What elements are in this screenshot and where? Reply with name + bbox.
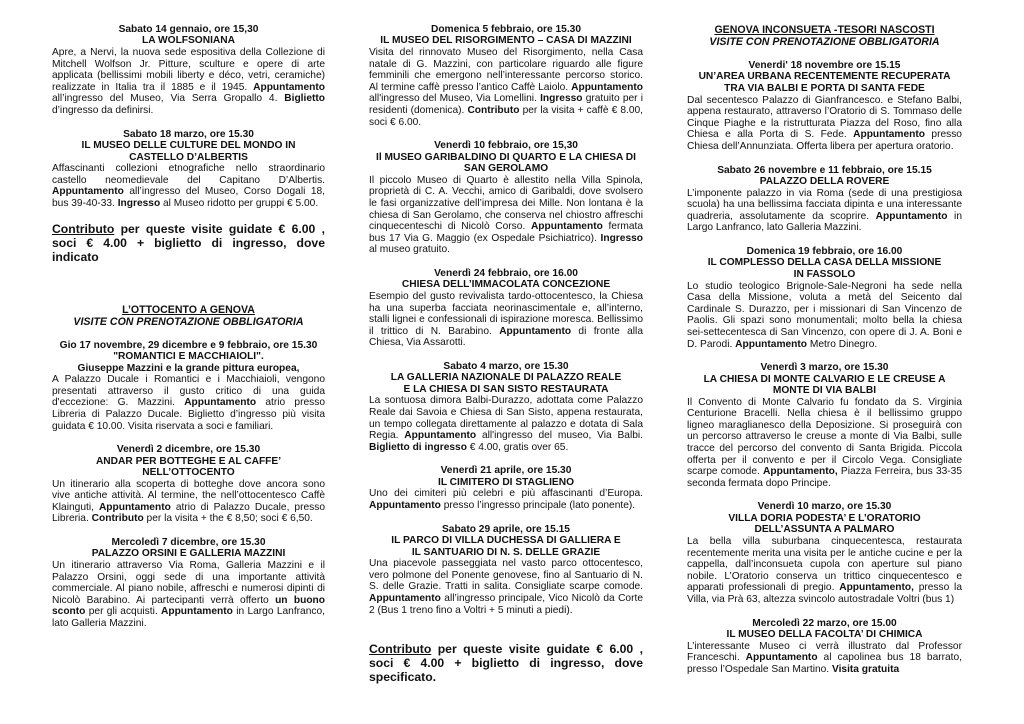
text-segment: Apre, a Nervi, la nuova sede espositiva della Collezione di Mitchell Wolfson Jr. Pitture, sculture e opere di arte applicata (bellissimi mobili liberty e déco, vetri, ceramiche) realizzate in Italia tra il 1885 e il 1945. bbox=[52, 47, 325, 93]
event-description bbox=[687, 95, 962, 153]
bold-segment: Appuntamento, bbox=[763, 466, 838, 478]
text-segment: al capolinea bus 18 barrato, presso l’Ospedale San Martino. bbox=[687, 652, 963, 675]
text-segment: atrio presso Libreria di Palazzo Ducale. Biglietto d’ingresso più visita guidata € 10.00. Visita riservata a soci e familiari. bbox=[52, 397, 325, 432]
bold-segment: Appuntamento bbox=[52, 186, 124, 198]
event-title-line2: IN FASSOLO bbox=[793, 268, 856, 280]
section-subtitle: VISITE CON PRENOTAZIONE OBBLIGATORIA bbox=[709, 36, 940, 48]
text-segment: Una piacevole passeggiata nel vasto parco ottocentesco, vero polmone del Ponente genovese, fino al Santuario di N. S. delle Grazie. Tratti in salita. Consigliate scarpe comode. bbox=[369, 558, 643, 593]
event-title-line2: MONTE DI VIA BALBI bbox=[772, 385, 877, 397]
bold-segment: Appuntamento bbox=[499, 325, 572, 337]
event-description bbox=[369, 395, 643, 453]
event-description bbox=[369, 175, 643, 256]
text-segment: La sontuosa dimora Balbi-Durazzo, adottata come Palazzo Reale dai Savoia e Chiesa di San Sisto, appena restaurata, un tempo collegata direttamente al palazzo e dotata di Sala Regia. bbox=[369, 395, 643, 442]
text-segment: Esempio del gusto revivalista tardo-ottocentesco, la Chiesa ha una superba facciata neorinascimentale e, all’interno, stalli lignei e confessionali di ispirazione moresca. Bellissimo il trittico di N. Barabino. bbox=[369, 290, 643, 337]
event-palazzo-reale bbox=[369, 361, 643, 454]
event-description bbox=[369, 47, 643, 128]
event-botteghe bbox=[52, 444, 325, 525]
bold-segment: Appuntamento bbox=[98, 501, 171, 513]
text-segment: Affascinanti collezioni etnografiche nello straordinario castello neomedievale del Capitano D’Albertis. bbox=[52, 163, 325, 186]
event-title-line2: SAN GEROLAMO bbox=[463, 163, 549, 175]
event-description bbox=[369, 558, 643, 616]
event-description bbox=[52, 47, 325, 117]
event-description bbox=[52, 163, 325, 209]
contribution-note bbox=[52, 222, 325, 264]
bold-segment: Biglietto bbox=[284, 93, 325, 105]
event-description bbox=[369, 488, 643, 511]
text-segment: all’ingresso del Museo, Via Serra Gropallo 4. bbox=[52, 93, 285, 105]
text-segment: per gli acquisti. bbox=[85, 606, 161, 618]
event-date: Gio 17 novembre, 29 dicembre e 9 febbraio, ore 15.30 bbox=[59, 339, 318, 351]
text-segment: all'ingresso del Museo, Via Lomellini. bbox=[369, 93, 541, 105]
column-left bbox=[52, 24, 325, 642]
section-title: GENOVA INCONSUETA -TESORI NASCOSTI bbox=[714, 24, 935, 36]
event-description bbox=[369, 291, 643, 349]
event-title-line2: CASTELLO D’ALBERTIS bbox=[129, 151, 248, 163]
event-title-line1: IL COMPLESSO DELLA CASA DELLA MISSIONE bbox=[707, 257, 942, 269]
event-museo-risorgimento bbox=[369, 24, 643, 128]
bold-segment: Appuntamento bbox=[184, 397, 257, 409]
text-segment: Piazza Ferreira, bus 33-35 seconda fermata dopo Principe. bbox=[687, 466, 962, 489]
event-title: IL MUSEO DEL RISORGIMENTO – CASA DI MAZZINI bbox=[380, 35, 632, 47]
event-date: Sabato 14 gennaio, ore 15,30 bbox=[118, 24, 259, 35]
text-segment: Lo studio teologico Brignole-Sale-Negroni ha sede nella Casa della Missione, voluta a metà del Seicento dal Cardinale S. Durazzo, per i missionari di San Vincenzo de Paolis. Gli spazi sono monumentali; molto bella la chiesa sei-settecentesca di San Vincenzo, con opere di J. A. Boni e D. Parodi. bbox=[687, 280, 962, 350]
event-date: Mercoledì 22 marzo, ore 15.00 bbox=[752, 617, 897, 629]
event-title: LA WOLFSONIANA bbox=[142, 35, 235, 47]
text-segment: al museo gratuito. bbox=[369, 244, 450, 256]
bold-segment: Appuntamento, bbox=[839, 582, 914, 594]
event-date: Sabato 26 novembre e 11 febbraio, ore 15.15 bbox=[717, 164, 932, 176]
text-segment: d’ingresso da definirsi. bbox=[52, 104, 154, 116]
event-casa-missione bbox=[687, 246, 962, 350]
text-segment: La bella villa suburbana cinquecentesca, restaurata recentemente merita una visita per le antiche cucine e per la cappella, dall’inconsueta cupola con aperture sul piano nobile. L’Oratorio conserva un trittico cinquecentesco e apparati professionali di pregio. bbox=[687, 536, 962, 594]
bold-segment: Ingresso bbox=[117, 197, 161, 209]
event-palazzo-orsini bbox=[52, 537, 325, 630]
text-segment: all'ingresso del museo, Via Balbi. bbox=[476, 430, 643, 442]
bold-segment: Appuntamento bbox=[253, 81, 325, 93]
contribution-label: Contributo bbox=[369, 642, 432, 657]
text-segment: presso Chiesa dell’Annunziata. Offerta libera per apertura oratorio. bbox=[687, 129, 962, 152]
bold-segment: Appuntamento bbox=[745, 652, 818, 664]
event-title-line1: UN’AREA URBANA RECENTEMENTE RECUPERATA bbox=[698, 71, 951, 83]
event-date: Venerdì 2 dicembre, ore 15.30 bbox=[116, 444, 261, 456]
event-title-line2: TRA VIA BALBI E PORTA DI SANTA FEDE bbox=[724, 83, 925, 94]
contribution-text: per queste visite guidate € 6.00 , soci € 4.00 + biglietto di ingresso, dove specificato. bbox=[369, 642, 643, 685]
event-villa-duchessa bbox=[369, 524, 643, 617]
text-segment: gratuito per i residenti (domenica). bbox=[369, 93, 643, 116]
event-title-line1: VILLA DORIA PODESTA’ E L’ORATORIO bbox=[728, 512, 921, 524]
event-title: IL MUSEO DELLA FACOLTA’ DI CHIMICA bbox=[726, 629, 923, 640]
contribution-label: Contributo bbox=[52, 221, 115, 236]
event-via-balbi bbox=[687, 60, 962, 153]
event-title-line2: NELL’OTTOCENTO bbox=[142, 467, 235, 479]
text-segment: all’ingresso principale, Vico Nicolò da Corte 2 (Bus 1 treno fino a Voltri + 5 minuti a piedi). bbox=[369, 593, 643, 616]
event-palazzo-rovere bbox=[687, 165, 962, 234]
text-segment: Un itinerario attraverso Via Roma, Galleria Mazzini e il Palazzo Orsini, oggi sede di una importante attività commerciale. Al piano nobile, affreschi e numerosi dipinti di Nicolò Barabino. Ai partecipanti verrà offerto bbox=[52, 560, 325, 606]
bold-segment: Appuntamento bbox=[161, 606, 233, 618]
text-segment: in Largo Lanfranco, lato Galleria Mazzini. bbox=[687, 210, 962, 234]
text-segment: presso l’ingresso principale (lato ponente). bbox=[440, 500, 636, 512]
event-date: Venerdì 10 marzo, ore 15.30 bbox=[757, 501, 892, 513]
bold-segment: Contributo bbox=[467, 104, 520, 116]
event-title: IL CIMITERO DI STAGLIENO bbox=[437, 476, 575, 488]
column-right bbox=[687, 24, 962, 687]
event-monte-calvario bbox=[687, 362, 962, 489]
text-segment: presso la Villa, via Prà 63, altezza svincolo autostradale Voltri (bus 1) bbox=[687, 582, 962, 605]
event-title-line1: "ROMANTICI E MACCHIAIOLI". bbox=[113, 350, 264, 362]
event-date: Domenica 19 febbraio, ore 16.00 bbox=[746, 245, 903, 257]
column-middle bbox=[369, 24, 643, 684]
event-title-line1: IL MUSEO DELLE CULTURE DEL MONDO IN bbox=[81, 139, 296, 151]
event-date: Sabato 18 marzo, ore 15.30 bbox=[123, 128, 254, 140]
event-description bbox=[687, 188, 962, 234]
text-segment: Un itinerario alla scoperta di botteghe dove ancora sono vive antiche attività. Al termine, the nell’ottocentesco Caffè Klainguti, bbox=[52, 478, 325, 513]
text-segment: Dal secentesco Palazzo di Gianfrancesco. e Stefano Balbi, appena restaurato, attraverso l’Oratorio di S. Tommaso delle Cinque Piaghe e la ristrutturata Piazza del Roso, fino alla Chiesa e alla Porta di S. Fede. bbox=[687, 94, 962, 141]
event-description bbox=[687, 641, 962, 676]
event-title-line1: LA CHIESA DI MONTE CALVARIO E LE CREUSE A bbox=[703, 373, 946, 385]
text-segment: Visita del rinnovato Museo del Risorgimento, nella Casa natale di G. Mazzini, con particolare riguardo alle figure femminili che emergono nell’interessante percorso storico. Al termine caffè presso l’antico Caffè Laiolo. bbox=[369, 47, 643, 93]
bold-segment: Appuntamento bbox=[369, 593, 441, 604]
event-villa-doria bbox=[687, 501, 962, 605]
event-immacolata bbox=[369, 268, 643, 349]
bold-segment: Ingresso bbox=[600, 232, 643, 244]
event-title-line1: Il MUSEO GARIBALDINO DI QUARTO E LA CHIESA DI bbox=[376, 151, 636, 163]
text-segment: Uno dei cimiteri più celebri e più affascinanti d’Europa. bbox=[369, 488, 643, 500]
event-description bbox=[687, 397, 962, 490]
bold-segment: Appuntamento bbox=[735, 338, 808, 350]
event-title-line2: Giuseppe Mazzini e la grande pittura europea, bbox=[77, 362, 300, 374]
event-castello-albertis bbox=[52, 129, 325, 210]
text-segment: atrio di Palazzo Ducale, presso Libreria. bbox=[52, 501, 325, 525]
event-description bbox=[52, 479, 325, 525]
event-date: Mercoledì 7 dicembre, ore 15.30 bbox=[111, 537, 266, 549]
event-title-line1: ANDAR PER BOTTEGHE E AL CAFFE’ bbox=[95, 455, 282, 467]
event-date: Venerdì 10 febbraio, ore 15,30 bbox=[434, 140, 578, 152]
bold-segment: un buono sconto bbox=[52, 594, 325, 618]
bold-segment: Appuntamento bbox=[875, 210, 948, 222]
section-subtitle: VISITE CON PRENOTAZIONE OBBLIGATORIA bbox=[73, 315, 304, 328]
bold-segment: Visita gratuita bbox=[831, 663, 900, 675]
contribution-text: per queste visite guidate € 6.00 , soci € 4.00 + biglietto di ingresso, dove indicato bbox=[52, 221, 325, 264]
bold-segment: Appuntamento bbox=[853, 129, 925, 141]
bold-segment: Appuntamento bbox=[369, 500, 441, 512]
event-title-line1: IL PARCO DI VILLA DUCHESSA DI GALLIERA E bbox=[391, 535, 621, 547]
event-romantici bbox=[52, 340, 325, 433]
section-title: L’OTTOCENTO A GENOVA bbox=[122, 303, 255, 316]
text-segment: per la visita + the € 8,50; soci € 6,50. bbox=[143, 513, 313, 525]
event-title-line2: DELL’ASSUNTA A PALMARO bbox=[754, 524, 895, 536]
event-museo-chimica bbox=[687, 618, 962, 676]
text-segment: in Largo Lanfranco, lato Galleria Mazzini. bbox=[52, 606, 325, 630]
bold-segment: Biglietto di ingresso bbox=[369, 441, 467, 453]
event-date: Domenica 5 febbraio, ore 15.30 bbox=[430, 24, 582, 35]
bold-segment: Contributo bbox=[91, 513, 144, 525]
bold-segment: Appuntamento bbox=[530, 221, 603, 233]
bold-segment: Ingresso bbox=[540, 93, 583, 105]
event-date: Sabato 29 aprile, ore 15.15 bbox=[442, 523, 570, 535]
event-date: Venerdì 3 marzo, ore 15.30 bbox=[760, 362, 889, 374]
event-title-line2: IL SANTUARIO DI N. S. DELLE GRAZIE bbox=[411, 546, 601, 558]
text-segment: di fronte alla Chiesa, Via Assarotti. bbox=[369, 325, 643, 349]
text-segment: all’ingresso del Museo, Corso Dogali 18, bus 39-40-33. bbox=[52, 186, 325, 209]
event-title-line2: E LA CHIESA DI SAN SISTO RESTAURATA bbox=[403, 383, 609, 395]
event-date: Venerdì 24 febbraio, ore 16.00 bbox=[434, 267, 578, 279]
event-date: Sabato 4 marzo, ore 15.30 bbox=[443, 360, 569, 372]
event-date: Venerdi' 18 novembre ore 15.15 bbox=[748, 60, 901, 71]
text-segment: fermata bus 17 Via G. Maggio (ex Ospedale Psichiatrico). bbox=[369, 221, 644, 244]
event-title: PALAZZO DELLA ROVERE bbox=[759, 175, 890, 187]
event-description bbox=[687, 536, 962, 606]
contribution-note bbox=[369, 642, 643, 684]
text-segment: A Palazzo Ducale i Romantici e i Macchiaioli, vengono presentati attraverso il gusto critico di una guida d'eccezione: G. Mazzini. bbox=[52, 374, 325, 409]
text-segment: Metro Dinegro. bbox=[807, 338, 878, 350]
event-title: PALAZZO ORSINI E GALLERIA MAZZINI bbox=[91, 548, 286, 560]
bold-segment: Appuntamento bbox=[404, 430, 477, 442]
text-segment: al Museo ridotto per gruppi € 5.00. bbox=[160, 197, 319, 209]
event-description bbox=[52, 560, 325, 630]
text-segment: Il Convento di Monte Calvario fu fondato da S. Virginia Centurione Bracelli. Nella chiesa è il bellissimo gruppo ligneo maraglianesco della Deposizione. Si proseguirà con un percorso attraverso le creuse a monte di Via Balbi, sulle tracce del percorso del convento di Santa Brigida. Piccola offerta per il convento e per il Circolo Vega. Consigliate scarpe comode. bbox=[687, 396, 962, 478]
text-segment: per la visita + caffè € 8.00, soci € 6.00. bbox=[369, 104, 643, 128]
text-segment: L’interessante Museo ci verrà illustrato dal Professor Franceschi. bbox=[687, 640, 962, 664]
event-wolfsoniana bbox=[52, 24, 325, 117]
bold-segment: Appuntamento bbox=[571, 81, 643, 93]
event-museo-garibaldino bbox=[369, 140, 643, 256]
text-segment: Il piccolo Museo di Quarto è allestito nella Villa Spinola, proprietà di C. A. Vecchi, amico di Garibaldi, dove svolsero le fasi organizzative dell’impresa dei Mille. Non lontana è la chiesa di San Gerolamo, che conserva nel chiostro affreschi cinquecenteschi di Nicolò Corso. bbox=[369, 174, 643, 233]
event-staglieno bbox=[369, 465, 643, 511]
event-date: Venerdì 21 aprile, ore 15.30 bbox=[440, 465, 572, 477]
event-description bbox=[52, 374, 325, 432]
event-title: CHIESA DELL’IMMACOLATA CONCEZIONE bbox=[401, 279, 611, 291]
text-segment: L’imponente palazzo in via Roma (sede di una prestigiosa scuola) ha una bellissima facciata dipinta e una interessante quadreria, assolutamente da scoprire. bbox=[687, 187, 962, 222]
text-segment: € 4.00, gratis over 65. bbox=[466, 441, 569, 453]
event-description bbox=[687, 281, 962, 351]
event-title-line1: LA GALLERIA NAZIONALE DI PALAZZO REALE bbox=[390, 372, 622, 384]
